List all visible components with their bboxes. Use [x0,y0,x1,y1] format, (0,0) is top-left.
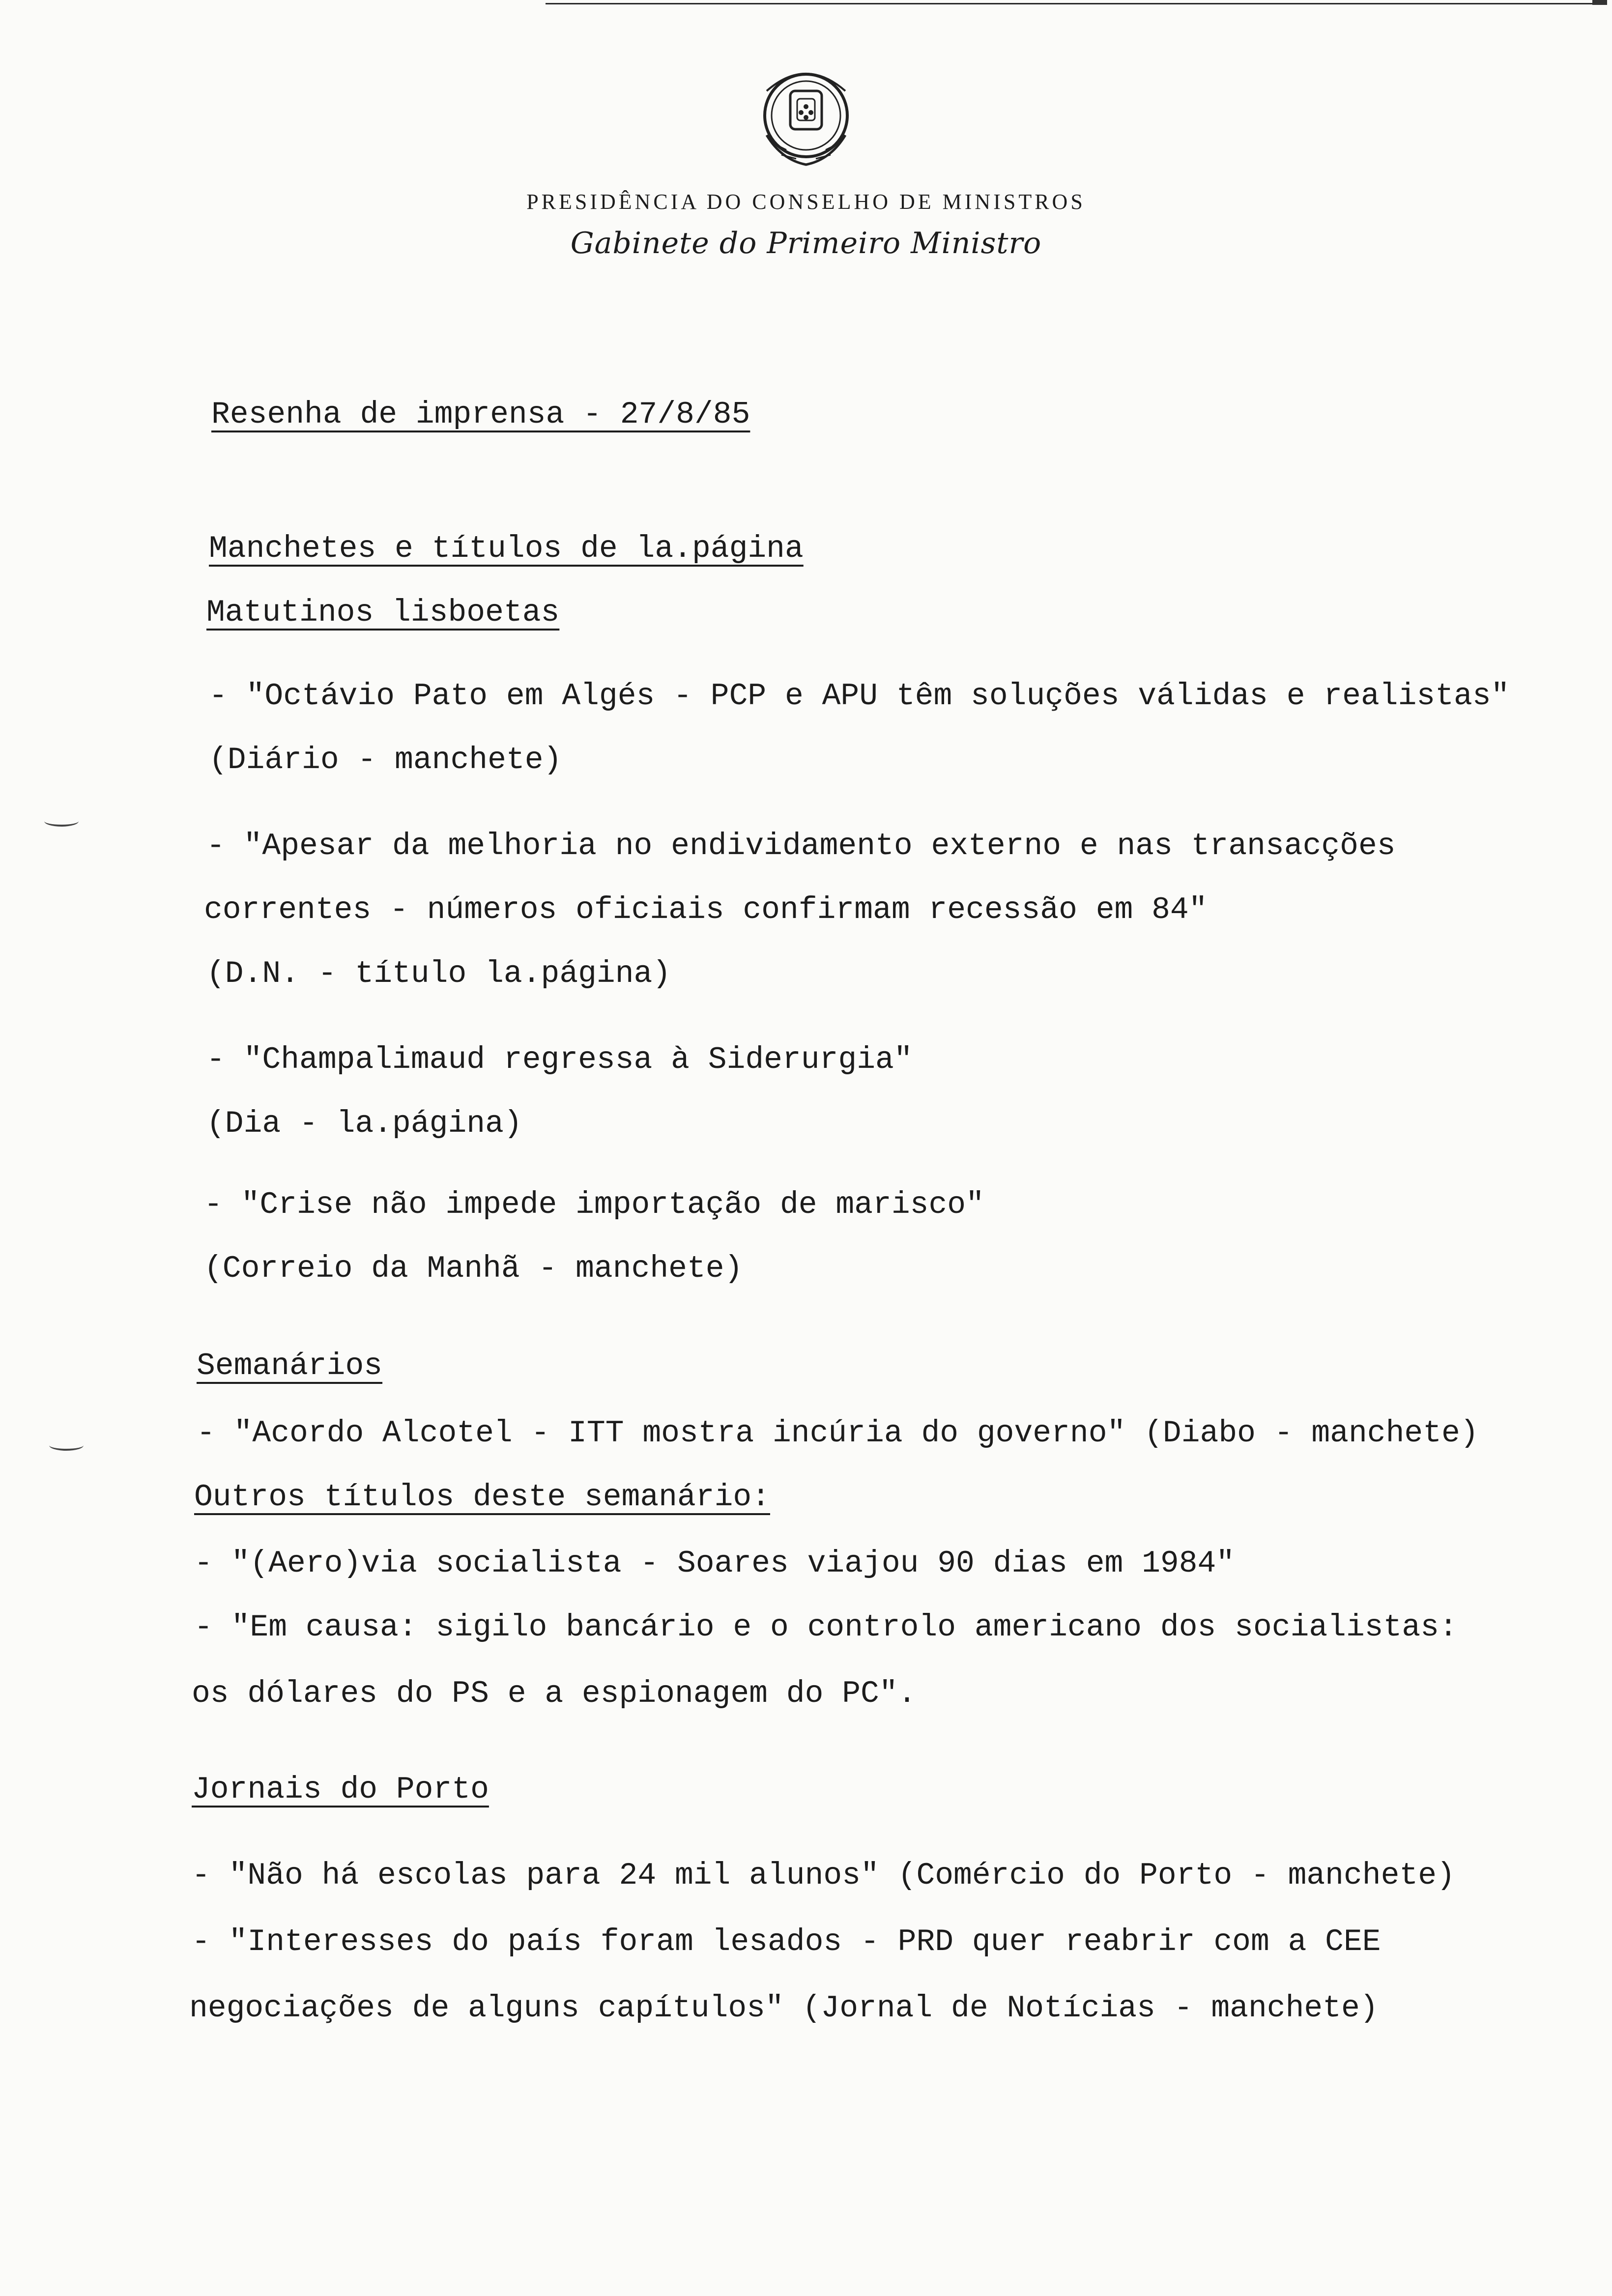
section-heading: Manchetes e títulos de la.página [209,531,804,566]
source-line: (D.N. - título la.página) [206,956,671,991]
headline-line: os dólares do PS e a espionagem do PC". [192,1676,917,1711]
headline-line: - "Crise não impede importação de marisco" [204,1187,984,1222]
headline-line: - "Interesses do país foram lesados - PRD quer reabrir com a CEE [192,1924,1381,1959]
section-heading: Semanários [197,1349,383,1383]
source-line: (Dia - la.página) [206,1106,522,1141]
document-title: Resenha de imprensa - 27/8/85 [211,397,750,432]
office-name: Gabinete do Primeiro Ministro [570,226,1042,260]
headline-line: - "(Aero)via socialista - Soares viajou 90 dias em 1984" [194,1546,1235,1581]
headline-line: - "Acordo Alcotel - ITT mostra incúria do governo" (Diabo - manchete) [197,1416,1479,1451]
organization-name: PRESIDÊNCIA DO CONSELHO DE MINISTROS [526,190,1086,214]
coat-of-arms-icon [752,61,860,174]
subsection-heading: Outros títulos deste semanário: [194,1480,770,1515]
section-heading: Jornais do Porto [192,1772,489,1807]
headline-line: - "Champalimaud regressa à Siderurgia" [206,1042,913,1077]
source-line: (Diário - manchete) [209,743,562,777]
margin-mark [49,1440,84,1451]
source-line: (Correio da Manhã - manchete) [204,1251,743,1286]
top-border-line [546,3,1607,4]
headline-line: - "Octávio Pato em Algés - PCP e APU têm soluções válidas e realistas" [209,679,1510,714]
headline-line: - "Não há escolas para 24 mil alunos" (Comércio do Porto - manchete) [192,1858,1455,1893]
headline-line: - "Em causa: sigilo bancário e o controlo americano dos socialistas: [194,1610,1458,1645]
headline-line: correntes - números oficiais confirmam recessão em 84" [204,892,1208,927]
margin-mark [44,816,79,827]
headline-line: negociações de alguns capítulos" (Jornal de Notícias - manchete) [189,1991,1379,2026]
top-corner-mark [1592,0,1607,5]
subsection-heading: Matutinos lisboetas [206,595,560,630]
headline-line: - "Apesar da melhoria no endividamento externo e nas transacções [206,829,1396,863]
